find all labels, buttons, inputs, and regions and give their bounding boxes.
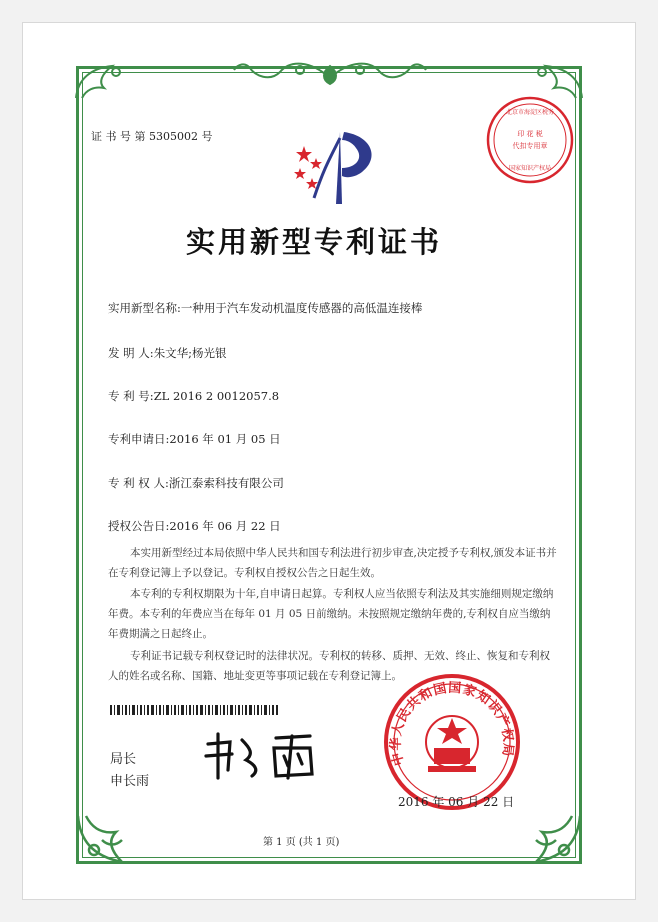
svg-text:中华人民共和国国家知识产权局: 中华人民共和国国家知识产权局 (388, 680, 516, 768)
field-label: 发 明 人: (108, 346, 154, 360)
certificate-number: 证 书 号 第 5305002 号 (91, 130, 213, 143)
top-ornament-icon (230, 58, 430, 86)
field-label: 授权公告日: (108, 519, 170, 533)
field-row (108, 300, 422, 316)
barcode-icon (110, 705, 280, 715)
signature-role: 局长 (110, 752, 137, 767)
field-row (108, 345, 227, 361)
field-value: 一种用于汽车发动机温度传感器的高低温连接棒 (180, 301, 423, 315)
field-row (108, 431, 281, 447)
page-title: 实用新型专利证书 (186, 225, 443, 259)
svg-text:印 花 税: 印 花 税 (517, 130, 543, 138)
field-label: 实用新型名称: (108, 301, 181, 315)
field-row (108, 388, 279, 404)
official-seal-icon (382, 672, 522, 812)
corner-ornament-icon (72, 810, 142, 868)
field-row (108, 518, 281, 534)
seal-date: 2016 年 06 月 22 日 (398, 795, 515, 809)
body-paragraph: 专利证书记载专利权登记时的法律状况。专利权的转移、质押、无效、终止、恢复和专利权人的姓名或名称、国籍、地址变更等事项记载在专利登记簿上。 (108, 650, 550, 682)
svg-text:北京市海淀区税务: 北京市海淀区税务 (505, 109, 555, 116)
patent-office-logo-icon (284, 128, 384, 206)
signature-name: 申长雨 (110, 774, 150, 789)
svg-text:国家知识产权局: 国家知识产权局 (508, 165, 552, 172)
field-row (108, 475, 284, 491)
field-label: 专 利 号: (108, 389, 154, 403)
field-label: 专利申请日: (108, 432, 170, 446)
field-value: ZL 2016 2 0012057.8 (153, 389, 280, 403)
agent-stamp-icon (484, 94, 576, 186)
body-paragraph: 本专利的专利权期限为十年,自申请日起算。专利权人应当依照专利法及其实施细则规定缴纳年费。本专利的年费应当在每年 01 月 05 日前缴纳。未按照规定缴纳年费的,专利权自应当缴纳年费期满之日起终止。 (108, 588, 554, 640)
corner-ornament-icon (72, 62, 132, 102)
handwritten-signature-icon (200, 730, 330, 782)
field-value: 朱文华;杨光银 (153, 346, 227, 360)
field-label: 专 利 权 人: (108, 476, 169, 490)
body-paragraph: 本实用新型经过本局依照中华人民共和国专利法进行初步审查,决定授予专利权,颁发本证书并在专利登记簿上予以登记。专利权自授权公告之日起生效。 (108, 547, 557, 579)
field-value: 2016 年 06 月 22 日 (169, 519, 281, 533)
page-footer: 第 1 页 (共 1 页) (263, 837, 340, 848)
corner-ornament-icon (516, 810, 586, 868)
field-value: 浙江泰索科技有限公司 (168, 476, 284, 490)
field-value: 2016 年 01 月 05 日 (169, 432, 281, 446)
svg-text:代扣专用章: 代扣专用章 (512, 142, 548, 150)
